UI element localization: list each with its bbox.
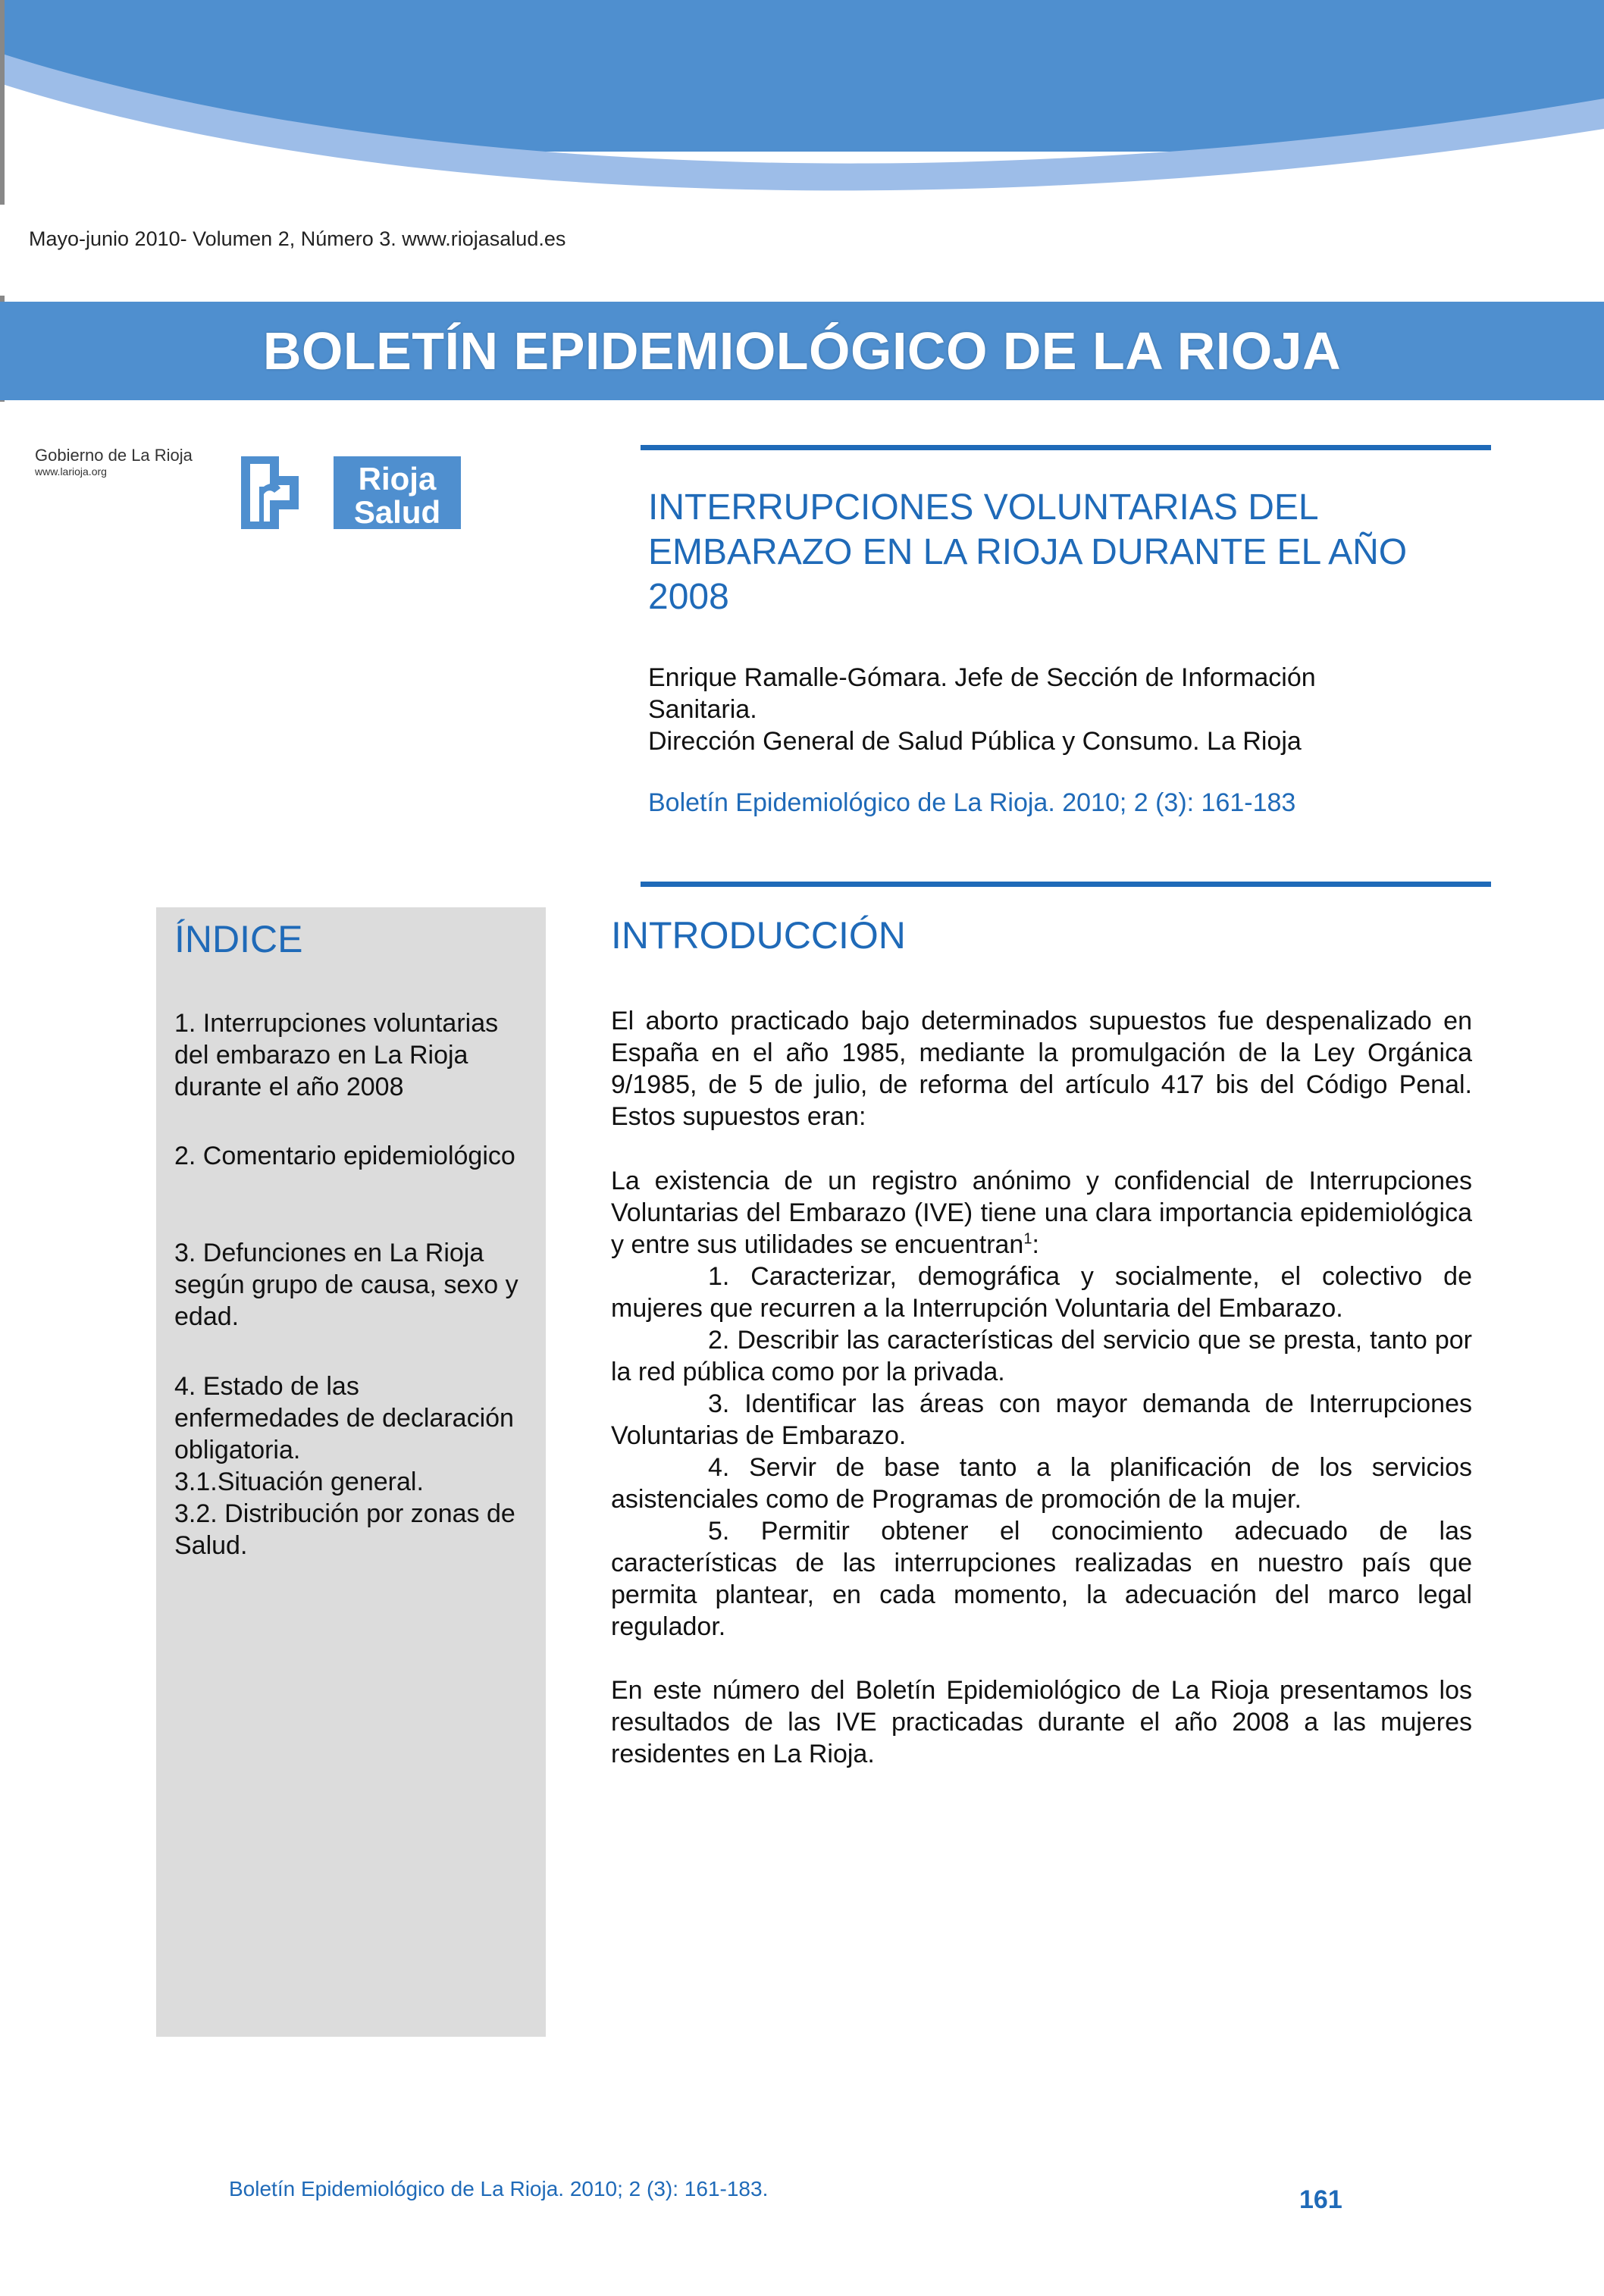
index-title: ÍNDICE	[174, 918, 303, 960]
article-header-rule	[641, 445, 1491, 450]
author-line: Enrique Ramalle-Gómara. Jefe de Sección de Información	[648, 663, 1316, 692]
article-citation: Boletín Epidemiológico de La Rioja. 2010; 2 (3): 161-183	[648, 788, 1296, 817]
government-logo-text: Gobierno de La Rioja	[35, 446, 193, 465]
index-item: 3. Defunciones en La Rioja según grupo de causa, sexo y edad.	[174, 1239, 518, 1331]
author-line: Sanitaria.	[648, 695, 757, 724]
index-item: 1. Interrupciones voluntarias del embarazo en La Rioja durante el año 2008	[174, 1009, 499, 1101]
index-subitem: 3.1.Situación general.	[174, 1467, 424, 1496]
bulletin-title: BOLETÍN EPIDEMIOLÓGICO DE LA RIOJA	[262, 321, 1342, 381]
page-number: 161	[1299, 2185, 1342, 2214]
index-item: 4. Estado de las enfermedades de declaración obligatoria.	[174, 1372, 514, 1464]
list-item: 1. Caracterizar, demográfica y socialmente, el colectivo de mujeres que recurren a la Interrupción Voluntaria del Embarazo.	[611, 1262, 1472, 1323]
rioja-salud-logo	[220, 447, 470, 538]
list-item: 5. Permitir obtener el conocimiento adecuado de las características de las interrupciones realizadas en nuestro país que permita plantear, en cada momento, la adecuación del marco legal regulador.	[611, 1517, 1472, 1641]
header-wave	[0, 0, 1604, 205]
logo-text-salud: Salud	[353, 494, 441, 530]
author-affiliation: Dirección General de Salud Pública y Consumo. La Rioja	[648, 727, 1302, 756]
left-edge-rule	[0, 0, 5, 205]
footnote-reference: 1	[1023, 1230, 1032, 1248]
logo-text-rioja: Rioja	[358, 461, 437, 496]
list-item: 2. Describir las características del servicio que se presta, tanto por la red pública como por la privada.	[611, 1326, 1472, 1386]
body-paragraph: En este número del Boletín Epidemiológico de La Rioja presentamos los resultados de las IVE practicadas durante el año 2008 a las mujeres residentes en La Rioja.	[611, 1676, 1472, 1768]
paragraph-colon: :	[1032, 1230, 1039, 1259]
paragraph-text: La existencia de un registro anónimo y confidencial de Interrupciones Voluntarias del Embarazo (IVE) tiene una clara importancia epidemiológica y entre sus utilidades se encuentran	[611, 1167, 1472, 1259]
footer-citation: Boletín Epidemiológico de La Rioja. 2010; 2 (3): 161-183.	[229, 2177, 769, 2200]
index-item: 2. Comentario epidemiológico	[174, 1142, 515, 1170]
article-header-rule	[641, 882, 1491, 887]
body-paragraph	[611, 1165, 1472, 1261]
index-subitem: 3.2. Distribución por zonas de Salud.	[174, 1499, 515, 1560]
introduction-title: INTRODUCCIÓN	[611, 914, 906, 957]
issue-line: Mayo-junio 2010- Volumen 2, Número 3. www.riojasalud.es	[29, 227, 566, 250]
article-title: INTERRUPCIONES VOLUNTARIAS DEL EMBARAZO EN LA RIOJA DURANTE EL AÑO 2008	[648, 487, 1408, 617]
body-paragraph: El aborto practicado bajo determinados supuestos fue despenalizado en España en el año 1985, mediante la promulgación de la Ley Orgánica 9/1985, de 5 de julio, de reforma del artículo 417 bis del Código Penal. Estos supuestos eran:	[611, 1007, 1472, 1131]
list-item: 3. Identificar las áreas con mayor demanda de Interrupciones Voluntarias de Embarazo.	[611, 1389, 1472, 1450]
government-logo-url: www.larioja.org	[35, 465, 107, 478]
list-item: 4. Servir de base tanto a la planificación de los servicios asistenciales como de Programas de promoción de la mujer.	[611, 1453, 1472, 1514]
